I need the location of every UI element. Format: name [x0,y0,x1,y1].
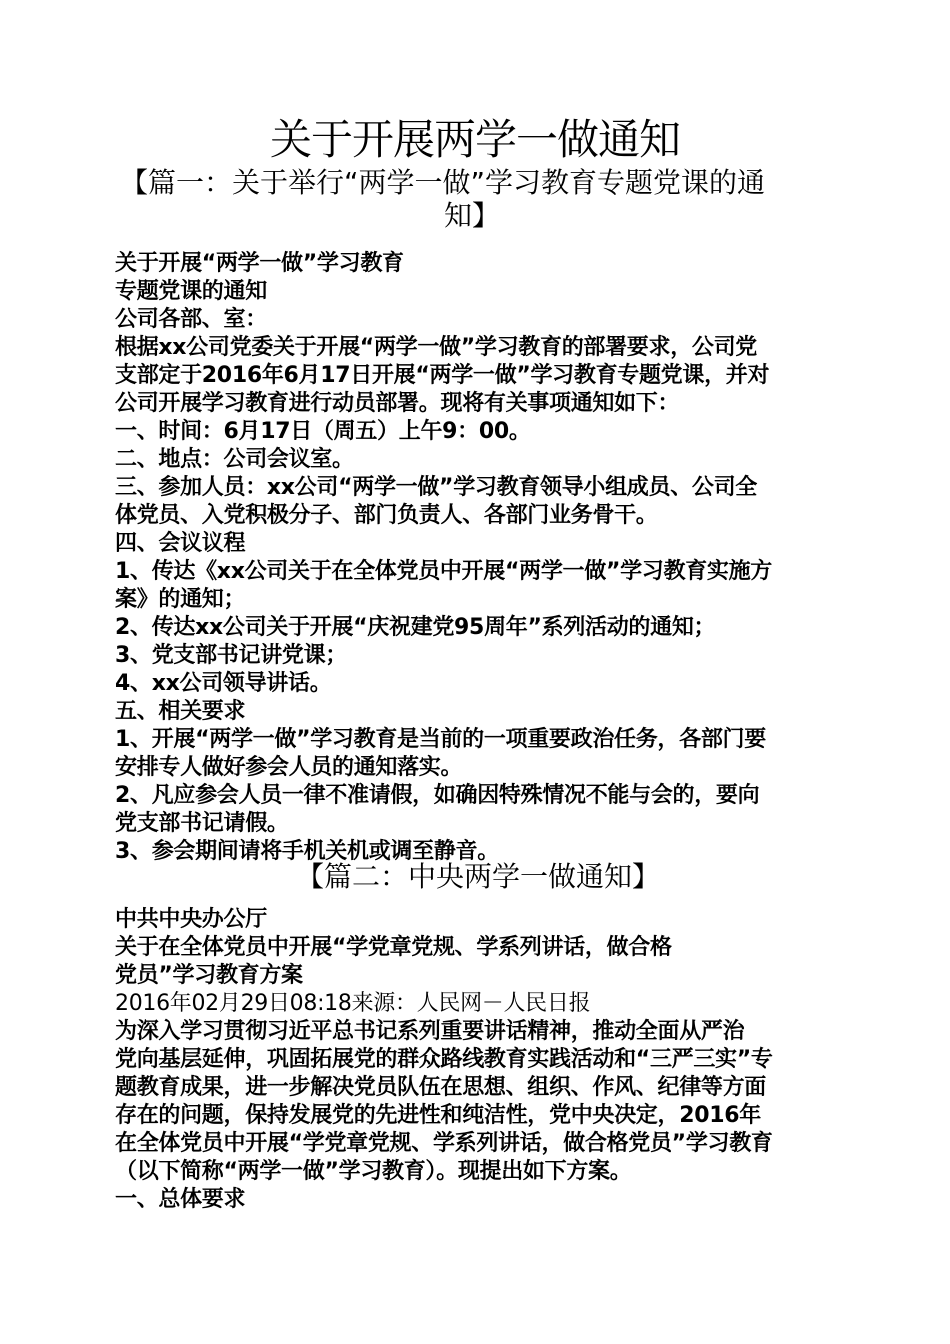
text-line: 二、地点：公司会议室。 [115,447,354,472]
text-line: 3、党支部书记讲党课； [115,643,348,668]
text-line: 2016年02月29日08:18来源：人民网－人民日报 [115,991,591,1016]
text-line: 2、凡应参会人员一律不准请假，如确因特殊情况不能与会的，要向 [115,783,760,808]
text-line: 公司各部、室： [115,307,267,332]
text-line: 关于开展“两学一做”学习教育 [115,251,404,276]
text-line: 1、开展“两学一做”学习教育是当前的一项重要政治任务，各部门要 [115,727,766,752]
text-line: 党员”学习教育方案 [115,963,303,988]
text-line: 中共中央办公厅 [115,907,267,932]
text-line: （以下简称“两学一做”学习教育）。现提出如下方案。 [115,1159,632,1184]
text-line: 一、时间：6月17日（周五）上午9：00。 [115,419,531,444]
text-line: 公司开展学习教育进行动员部署。现将有关事项通知如下： [115,391,680,416]
text-line: 四、会议议程 [115,531,246,556]
text-line: 支部定于2016年6月17日开展“两学一做”学习教育专题党课，并对 [115,363,770,388]
text-line: 专题党课的通知 [115,279,267,304]
text-line: 五、相关要求 [115,699,246,724]
document-title: 关于开展两学一做通知 [269,115,680,164]
text-line: 党支部书记请假。 [115,811,289,836]
text-line: 根据xx公司党委关于开展“两学一做”学习教育的部署要求，公司党 [115,335,758,360]
text-line: 存在的问题，保持发展党的先进性和纯洁性，党中央决定，2016年 [115,1103,761,1128]
part1-heading-line1: 【篇一：关于举行“两学一做”学习教育专题党课的通 [120,166,766,199]
text-line: 3、参会期间请将手机关机或调至静音。 [115,839,499,864]
text-line: 4、xx公司领导讲话。 [115,671,332,696]
text-line: 体党员、入党积极分子、部门负责人、各部门业务骨干。 [115,503,658,528]
text-line: 一、总体要求 [115,1187,246,1212]
text-line: 为深入学习贯彻习近平总书记系列重要讲话精神，推动全面从严治 [115,1019,745,1044]
text-line: 关于在全体党员中开展“学党章党规、学系列讲话，做合格 [115,935,672,960]
text-line: 案》的通知； [115,587,246,612]
text-line: 三、参加人员：xx公司“两学一做”学习教育领导小组成员、公司全 [115,475,758,500]
text-line: 题教育成果，进一步解决党员队伍在思想、组织、作风、纪律等方面 [115,1075,767,1100]
part2-heading: 【篇二：中央两学一做通知】 [296,860,661,893]
text-line: 党向基层延伸，巩固拓展党的群众路线教育实践活动和“三严三实”专 [115,1047,773,1072]
part1-heading-line2: 知】 [444,199,501,232]
text-line: 1、传达《xx公司关于在全体党员中开展“两学一做”学习教育实施方 [115,559,773,584]
text-line: 安排专人做好参会人员的通知落实。 [115,755,463,780]
text-line: 2、传达xx公司关于开展“庆祝建党95周年”系列活动的通知； [115,615,716,640]
text-line: 在全体党员中开展“学党章党规、学系列讲话，做合格党员”学习教育 [115,1131,773,1156]
